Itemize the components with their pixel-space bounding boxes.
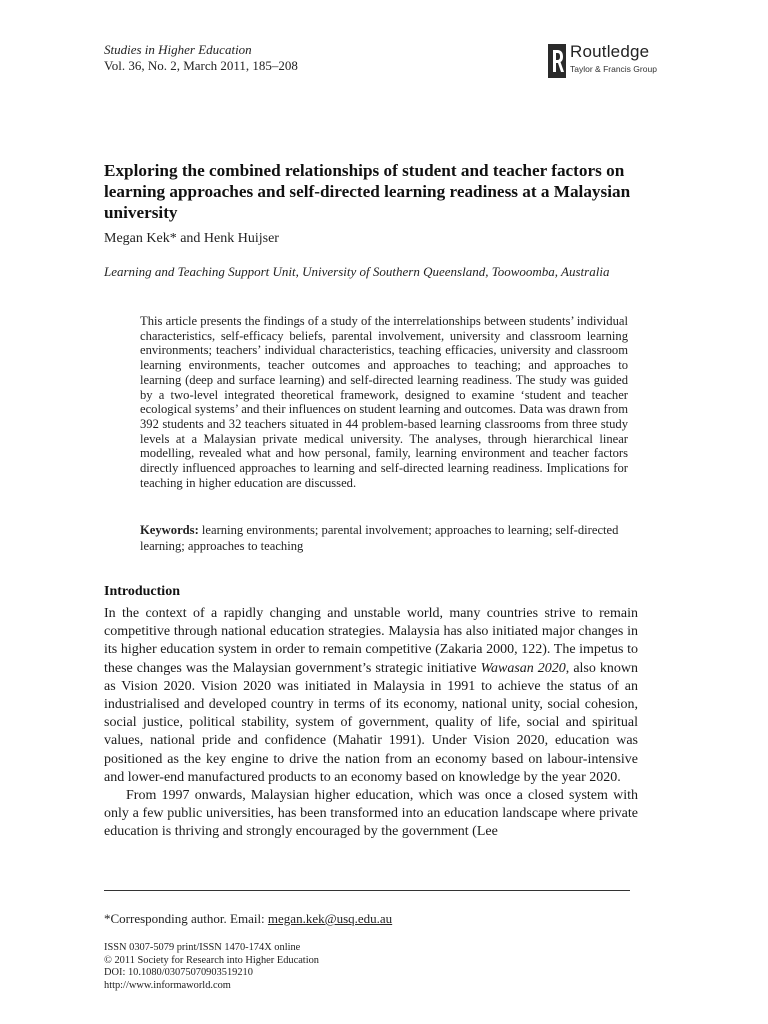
author-affiliation: Learning and Teaching Support Unit, University of Southern Queensland, Toowoomba, Australia <box>104 264 610 279</box>
issn-line: ISSN 0307-5079 print/ISSN 1470-174X online <box>104 942 301 953</box>
publication-footer <box>104 942 319 992</box>
article-authors: Megan Kek* and Henk Huijser <box>104 231 279 246</box>
publisher-name: Routledge <box>570 42 650 61</box>
publisher-logo <box>548 42 668 82</box>
footnote-divider <box>104 890 630 891</box>
wawasan-italic: Wawasan 2020 <box>480 660 566 676</box>
publisher-subtitle: Taylor & Francis Group <box>570 64 657 74</box>
introduction-body <box>104 605 638 842</box>
corresponding-author <box>104 911 392 927</box>
keywords-label: Keywords: <box>140 523 199 537</box>
article-title: Exploring the combined relationships of student and teacher factors on learning approaches and self-directed learning readiness at a Malaysian university <box>104 161 631 222</box>
copyright-line: © 2011 Society for Research into Higher Education <box>104 954 319 966</box>
url-link[interactable]: http://www.informaworld.com <box>104 979 231 991</box>
keywords-list: learning environments; parental involvement; approaches to learning; self-directed learning; approaches to teaching <box>140 523 619 553</box>
doi-line: DOI: 10.1080/03075070903519210 <box>104 967 253 979</box>
journal-volume: Vol. 36, No. 2, March 2011, 185–208 <box>104 58 298 73</box>
keywords <box>140 522 628 554</box>
journal-header <box>104 42 298 74</box>
journal-name: Studies in Higher Education <box>104 42 252 57</box>
author-email-link[interactable]: megan.kek@usq.edu.au <box>267 911 393 926</box>
abstract: This article presents the findings of a study of the interrelationships between students’ individual characteristics, self-efficacy beliefs, parental involvement, university and classroom learning environments; teachers’ individual characteristics, teaching efficacies, university and classroom learning environments, teacher outcomes and approaches to teaching; and approaches to learning (deep and surface learning) and self-directed learning readiness. The study was guided by a two-level integrated theoretical framework, designed to examine ‘student and teacher ecological systems’ and their influences on student learning and outcomes. Data was drawn from 392 students and 32 teachers situated in 44 problem-based learning classrooms from three study levels at a Malaysian private medical university. The analyses, through hierarchical linear modelling, revealed what and how personal, family, learning environment and teacher factors directly influenced approaches to learning and self-directed learning readiness. Implications for teaching in higher education are discussed. <box>140 314 628 490</box>
paragraph-2: From 1997 onwards, Malaysian higher education, which was once a closed system with only a few public universities, has been transformed into an education landscape where private education is thriving and strongly encouraged by the government (Lee <box>104 788 638 840</box>
corresponding-label: *Corresponding author. Email: <box>104 911 265 926</box>
paragraph-1: In the context of a rapidly changing and unstable world, many countries strive to remain competitive through national education strategies. Malaysia has also initiated major changes in its higher education system in order to remain competitive (Zakaria 2000, 122). The impetus to these changes was the Malaysian government’s strategic initiative Wawasan 2020, also known as Vision 2020. Vision 2020 was initiated in Malaysia in 1991 to achieve the status of an industrialised and developed country in terms of its economy, national unity, social cohesion, social justice, political stability, system of government, quality of life, social and spiritual values, national pride and confidence (Mahatir 1991). Under Vision 2020, education was positioned as the key engine to drive the nation from an economy based on labour-intensive and lower-end manufactured products to an economy based on knowledge by the year 2020. <box>104 606 638 785</box>
routledge-logo-icon <box>548 44 566 78</box>
section-heading-introduction: Introduction <box>104 584 180 599</box>
